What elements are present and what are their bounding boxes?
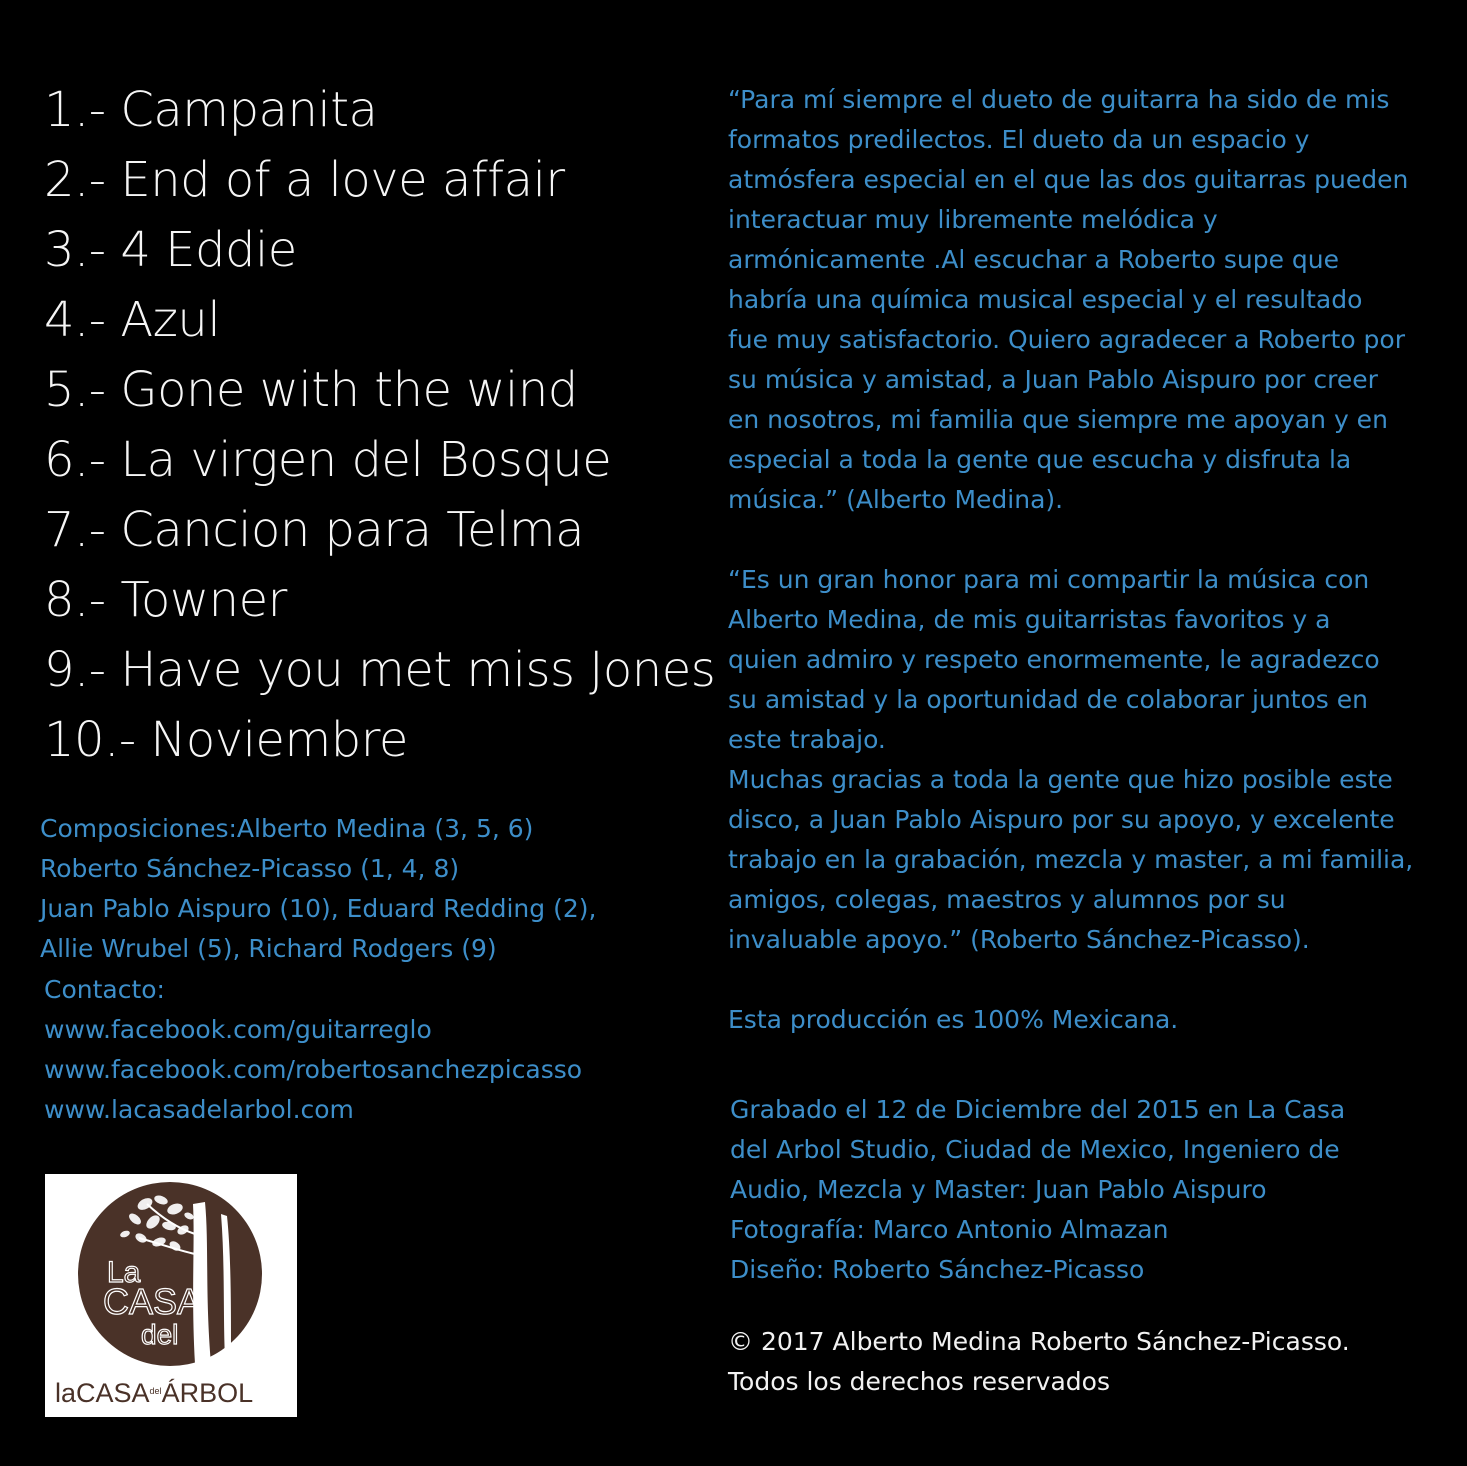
track-item: 7.- Cancion para Telma [44,502,584,558]
quote-line: en nosotros, mi familia que siempre me apoyan y en [728,405,1388,434]
track-item: 3.- 4 Eddie [44,222,297,278]
quote-line: armónicamente .Al escuchar a Roberto supe que [728,245,1339,274]
track-item: 8.- Towner [44,572,287,628]
quote-line: Muchas gracias a toda la gente que hizo posible este [728,765,1393,794]
quote-alberto-medina [728,80,1453,520]
quote-line: atmósfera especial en el que las dos guitarras pueden [728,165,1409,194]
quote-line: habría una química musical especial y el resultado [728,285,1363,314]
quote-line: interactuar muy libremente melódica y [728,205,1218,234]
quote-line: su música y amistad, a Juan Pablo Aispuro por creer [728,365,1378,394]
track-item: 6.- La virgen del Bosque [44,432,612,488]
composer-line: Allie Wrubel (5), Richard Rodgers (9) [40,934,497,963]
quote-line: “Para mí siempre el dueto de guitarra ha sido de mis [728,85,1390,114]
production-note: Esta producción es 100% Mexicana. [728,1005,1179,1034]
quote-line: Alberto Medina, de mis guitarristas favoritos y a [728,605,1331,634]
contact-link-guitarreglo[interactable]: www.facebook.com/guitarreglo [44,1015,432,1044]
track-item: 9.- Have you met miss Jones [44,642,716,698]
recording-line: Diseño: Roberto Sánchez-Picasso [730,1255,1145,1284]
quote-line: especial a toda la gente que escucha y disfruta la [728,445,1352,474]
liner-notes [728,80,1453,960]
composer-credits [40,809,596,969]
logo-text-del: del [141,1319,179,1350]
quote-line: quien admiro y respeto enormemente, le agradezco [728,645,1380,674]
copyright-line: © 2017 Alberto Medina Roberto Sánchez-Picasso. [728,1327,1350,1356]
track-item: 1.- Campanita [44,82,378,138]
recording-line: Audio, Mezcla y Master: Juan Pablo Aispuro [730,1175,1267,1204]
composer-line: Composiciones:Alberto Medina (3, 5, 6) [40,814,534,843]
track-item: 4.- Azul [44,292,221,348]
studio-logo [45,1174,297,1417]
copyright-line: Todos los derechos reservados [728,1367,1110,1396]
quote-line: este trabajo. [728,725,886,754]
quote-line: invaluable apoyo.” (Roberto Sánchez-Picasso). [728,925,1310,954]
contact-link-robertosanchezpicasso[interactable]: www.facebook.com/robertosanchezpicasso [44,1055,583,1084]
track-item: 10.- Noviembre [44,712,408,768]
contact-block [44,970,582,1130]
quote-line: música.” (Alberto Medina). [728,485,1064,514]
track-list [44,75,715,775]
logo-text-la: La [107,1256,141,1289]
quote-line: “Es un gran honor para mi compartir la música con [728,565,1370,594]
track-item: 2.- End of a love affair [44,152,565,208]
contact-heading: Contacto: [44,975,165,1004]
recording-credits [730,1090,1345,1290]
quote-roberto-sanchez-picasso [728,560,1453,960]
composer-line: Roberto Sánchez-Picasso (1, 4, 8) [40,854,460,883]
logo-text-casa: CASA [103,1281,202,1322]
quote-line: amigos, colegas, maestros y alumnos por su [728,885,1286,914]
recording-line: Grabado el 12 de Diciembre del 2015 en La Casa [730,1095,1346,1124]
logo-wordmark: laCASA$^{del}$ÁRBOL [55,1378,254,1408]
recording-line: Fotografía: Marco Antonio Almazan [730,1215,1169,1244]
recording-line: del Arbol Studio, Ciudad de Mexico, Ingeniero de [730,1135,1340,1164]
composer-line: Juan Pablo Aispuro (10), Eduard Redding (2), [40,894,597,923]
tree-logo-icon [45,1174,297,1417]
track-item: 5.- Gone with the wind [44,362,578,418]
quote-line: formatos predilectos. El dueto da un espacio y [728,125,1310,154]
quote-line: fue muy satisfactorio. Quiero agradecer a Roberto por [728,325,1406,354]
quote-line: disco, a Juan Pablo Aispuro por su apoyo, y excelente [728,805,1395,834]
quote-line: su amistad y la oportunidad de colaborar juntos en [728,685,1368,714]
quote-line: trabajo en la grabación, mezcla y master, a mi familia, [728,845,1414,874]
paragraph-gap [728,520,1453,560]
copyright-notice [728,1322,1350,1402]
contact-link-lacasadelarbol[interactable]: www.lacasadelarbol.com [44,1095,354,1124]
